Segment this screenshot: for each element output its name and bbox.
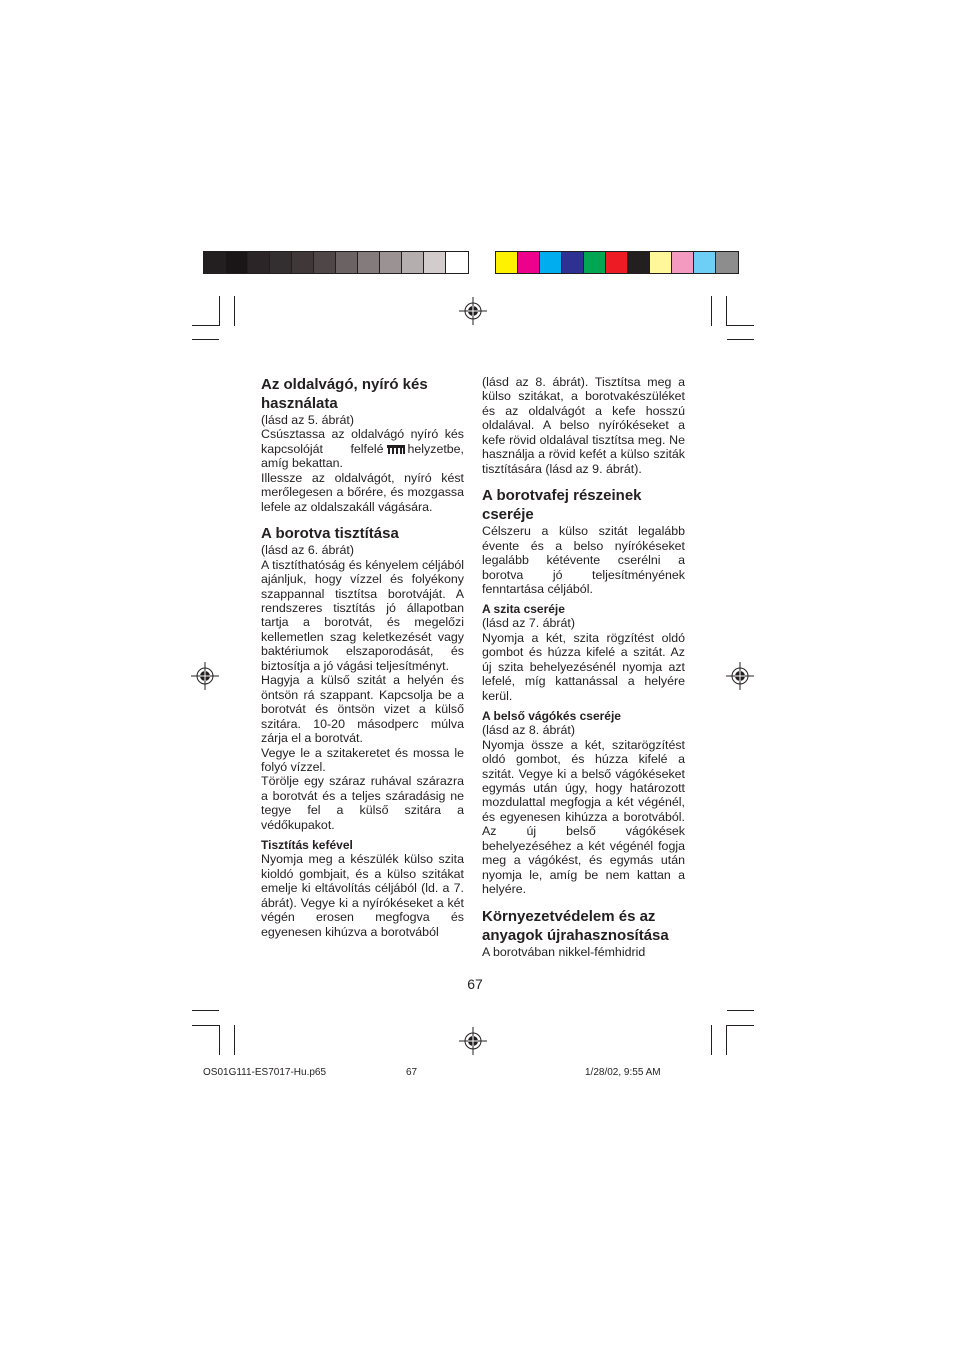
color-swatch (562, 252, 584, 273)
crop-mark (234, 296, 235, 326)
section-heading-environment: Környezetvédelem és az anyagok újrahasznosítása (482, 907, 669, 944)
figure-reference: (lásd az 8. ábrát) (482, 723, 575, 738)
left-column (261, 375, 464, 939)
section-heading-trimmer: Az oldalvágó, nyíró kés használata (261, 376, 428, 412)
crop-mark (219, 296, 220, 326)
figure-reference: (lásd az 6. ábrát) (261, 543, 354, 558)
footer-page: 67 (406, 1067, 418, 1078)
process-color-bar (495, 251, 739, 274)
color-swatch (694, 252, 716, 273)
gray-swatch (248, 252, 270, 273)
gray-swatch (292, 252, 314, 273)
color-swatch (650, 252, 672, 273)
trimmer-comb-icon (386, 444, 406, 454)
cleaning-intro: A tisztíthatóság és kényelem céljából ajánljuk, hogy vízzel és folyékony szappannal tisztítsa borotváját. A rendszeres tisztítás jó állapotban tartja a borotvát, és megelőzi kellemetlen szag keletkezését vagy baktériumok elszaporodását, és biztosítja a jó vágási teljesítményt. (261, 557, 464, 673)
environment-text: A borotvában nikkel-fémhidrid (482, 944, 646, 959)
cleaning-step: Hagyja a külső szitát a helyén és öntsön rá szappant. Kapcsolja be a borotvát és öntsön vizet a külső szitára. 10-20 másodperc múlva zárja el a borotvát. (261, 673, 464, 746)
crop-mark (192, 1025, 219, 1026)
crop-mark (726, 296, 727, 326)
subheading-foil-replacement: A szita cseréje (482, 602, 565, 617)
crop-mark (727, 339, 754, 340)
trimmer-usage: Illessze az oldalvágót, nyíró kést merőlegesen a bőrére, és mozgassa lefele az oldalszakáll vágására. (261, 470, 464, 514)
gray-swatch (270, 252, 292, 273)
gray-swatch (424, 252, 446, 273)
footer-filename: OS01G111-ES7017-Hu.p65 (203, 1067, 327, 1078)
gray-swatch (336, 252, 358, 273)
subheading-brush-cleaning: Tisztítás kefével (261, 838, 353, 853)
gray-swatch (204, 252, 226, 273)
color-swatch (540, 252, 562, 273)
crop-mark (726, 1025, 727, 1055)
color-swatch (496, 252, 518, 273)
gray-swatch (226, 252, 248, 273)
crop-mark (727, 325, 754, 326)
crop-mark (727, 1025, 754, 1026)
cleaning-step: Törölje egy száraz ruhával szárazra a borotvát és a teljes száradásig ne tegye fel a külső szitára a védőkupakot. (261, 774, 464, 832)
section-heading-cleaning: A borotva tisztítása (261, 525, 399, 543)
gray-swatch (314, 252, 336, 273)
figure-reference: (lásd az 7. ábrát) (482, 616, 575, 631)
footer-date: 1/28/02, 9:55 AM (585, 1067, 661, 1078)
trimmer-instructions: Csúsztassa az oldalvágó nyíró kés kapcsolóját felfelé helyzetbe, amíg bekattan. (261, 427, 464, 471)
gray-swatch (380, 252, 402, 273)
blade-replacement-text: Nyomja össze a két, szitarögzítést oldó gombot, és húzza kifelé a szitát. Vegye ki a belső vágókéseket egymás után úgy, hogy határozott mozdulattal megfogja a két végénél, és egyenesen kihúzza a borotvából. Az új belső vágókések behelyezéséhez a két végénél fogja meg a vágókést, és egymás után nyomja le, amíg be nem kattan a helyére. (482, 737, 685, 897)
crop-mark (192, 339, 219, 340)
color-swatch (606, 252, 628, 273)
gray-swatch (446, 252, 468, 273)
registration-mark-icon (726, 662, 754, 690)
brush-cleaning-text: Nyomja meg a készülék külso szita kioldó gombjait, és a külso szitákat emelje ki eltávolítás céljából (ld. a 7. ábrát). Vegye ki a nyírókéseket a két végén erosen megfogva és egyenesen kihúzva a borotvából (261, 852, 464, 939)
registration-mark-icon (459, 297, 487, 325)
foil-replacement-text: Nyomja a két, szita rögzítést oldó gombot és húzza kifelé a szitát. Az új szita behelyezésénél nyomja azt lefelé, míg kattanással a helyére kerül. (482, 630, 685, 703)
subheading-blade-replacement: A belső vágókés cseréje (482, 709, 621, 724)
page-number: 67 (467, 976, 483, 992)
registration-mark-icon (459, 1027, 487, 1055)
brush-cleaning-continued: (lásd az 8. ábrát). Tisztítsa meg a külso szitákat, a borotvakészüléket és az oldalvágót a kefe hosszú oldalával. A belso nyírókéseket a kefe rövid oldalával tisztítsa meg. Ne használja a rövid kefét a külso sziták tisztítására (lásd az 9. ábrát). (482, 375, 685, 476)
grayscale-color-bar (203, 251, 469, 274)
color-swatch (716, 252, 738, 273)
right-column (482, 375, 685, 959)
crop-mark (727, 1010, 754, 1011)
section-heading-replacement: A borotvafej részeinek cseréje (482, 487, 642, 524)
figure-reference: (lásd az 5. ábrát) (261, 413, 354, 427)
color-swatch (584, 252, 606, 273)
gray-swatch (358, 252, 380, 273)
gray-swatch (402, 252, 424, 273)
color-swatch (518, 252, 540, 273)
crop-mark (711, 1025, 712, 1055)
crop-mark (192, 1010, 219, 1011)
crop-mark (192, 325, 219, 326)
color-swatch (672, 252, 694, 273)
cleaning-step: Vegye le a szitakeretet és mossa le folyó vízzel. (261, 745, 464, 774)
registration-mark-icon (191, 662, 219, 690)
crop-mark (234, 1025, 235, 1055)
crop-mark (711, 296, 712, 326)
color-swatch (628, 252, 650, 273)
crop-mark (219, 1025, 220, 1055)
replacement-intro: Célszeru a külso szitát legalább évente és a belso nyírókéseket legalább kétévente cserélni a borotva jó teljesítményének fenntartása céljából. (482, 524, 685, 596)
